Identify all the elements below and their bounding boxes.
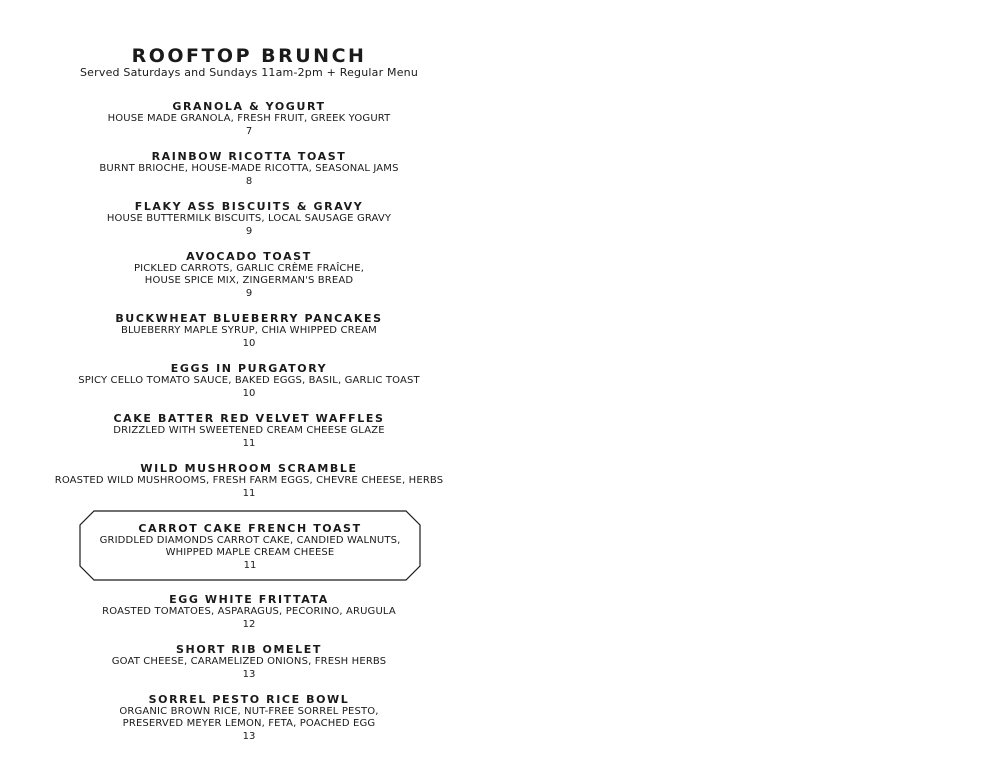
item-name: FLAKY ASS BISCUITS & GRAVY: [134, 200, 364, 213]
item-description: GOAT CHEESE, CARAMELIZED ONIONS, FRESH HERBS: [111, 656, 387, 667]
item-price: 13: [242, 669, 256, 680]
item-name: WILD MUSHROOM SCRAMBLE: [140, 462, 358, 475]
item-price: 11: [243, 560, 257, 571]
item-description: DRIZZLED WITH SWEETENED CREAM CHEESE GLAZE: [113, 425, 385, 436]
item-price: 9: [245, 288, 253, 299]
item-name: SORREL PESTO RICE BOWL: [148, 693, 350, 706]
item-price: 9: [245, 226, 253, 237]
item-description: GRIDDLED DIAMONDS CARROT CAKE, CANDIED WALNUTS,: [99, 535, 401, 546]
item-name: EGGS IN PURGATORY: [170, 362, 328, 375]
menu-subtitle: Served Saturdays and Sundays 11am-2pm + Regular Menu: [79, 66, 419, 79]
item-price: 8: [245, 176, 253, 187]
item-name: SHORT RIB OMELET: [175, 643, 322, 656]
brunch-menu: [0, 0, 498, 773]
menu-item: [0, 463, 498, 500]
menu-item: [0, 413, 498, 450]
item-description: PICKLED CARROTS, GARLIC CRÈME FRAÎCHE,: [133, 263, 365, 274]
item-description: BURNT BRIOCHE, HOUSE-MADE RICOTTA, SEASONAL JAMS: [99, 163, 399, 174]
item-name: AVOCADO TOAST: [186, 250, 312, 263]
item-price: 11: [242, 488, 256, 499]
item-name: GRANOLA & YOGURT: [172, 100, 326, 113]
item-description: ORGANIC BROWN RICE, NUT-FREE SORREL PESTO,: [119, 706, 379, 717]
item-description: HOUSE MADE GRANOLA, FRESH FRUIT, GREEK YOGURT: [107, 113, 391, 124]
item-description: ROASTED TOMATOES, ASPARAGUS, PECORINO, ARUGULA: [102, 606, 396, 617]
featured-item-frame: [79, 510, 421, 581]
item-price: 7: [245, 126, 253, 137]
menu-item: [0, 694, 498, 743]
menu-item: [0, 151, 498, 188]
menu-item: [0, 644, 498, 681]
item-name: CAKE BATTER RED VELVET WAFFLES: [113, 412, 385, 425]
item-name: CARROT CAKE FRENCH TOAST: [138, 522, 362, 535]
item-description: HOUSE SPICE MIX, ZINGERMAN'S BREAD: [144, 275, 354, 286]
item-price: 11: [242, 438, 256, 449]
menu-item: [0, 101, 498, 138]
item-description: PRESERVED MEYER LEMON, FETA, POACHED EGG: [122, 718, 376, 729]
menu-item: [0, 251, 498, 300]
menu-title: ROOFTOP BRUNCH: [131, 45, 367, 67]
item-description: WHIPPED MAPLE CREAM CHEESE: [165, 547, 335, 558]
menu-item: [0, 313, 498, 350]
item-price: 10: [242, 338, 256, 349]
item-price: 10: [242, 388, 256, 399]
menu-item: [0, 363, 498, 400]
item-description: HOUSE BUTTERMILK BISCUITS, LOCAL SAUSAGE GRAVY: [106, 213, 392, 224]
item-description: ROASTED WILD MUSHROOMS, FRESH FARM EGGS, CHEVRE CHEESE, HERBS: [54, 475, 444, 486]
menu-item: [0, 201, 498, 238]
menu-item: [0, 594, 498, 631]
item-price: 12: [242, 619, 256, 630]
item-name: BUCKWHEAT BLUEBERRY PANCAKES: [115, 312, 383, 325]
item-description: BLUEBERRY MAPLE SYRUP, CHIA WHIPPED CREAM: [121, 325, 377, 336]
item-name: RAINBOW RICOTTA TOAST: [151, 150, 347, 163]
item-description: SPICY CELLO TOMATO SAUCE, BAKED EGGS, BASIL, GARLIC TOAST: [78, 375, 420, 386]
menu-item-featured: [79, 523, 421, 572]
item-name: EGG WHITE FRITTATA: [169, 593, 329, 606]
item-price: 13: [242, 731, 256, 742]
